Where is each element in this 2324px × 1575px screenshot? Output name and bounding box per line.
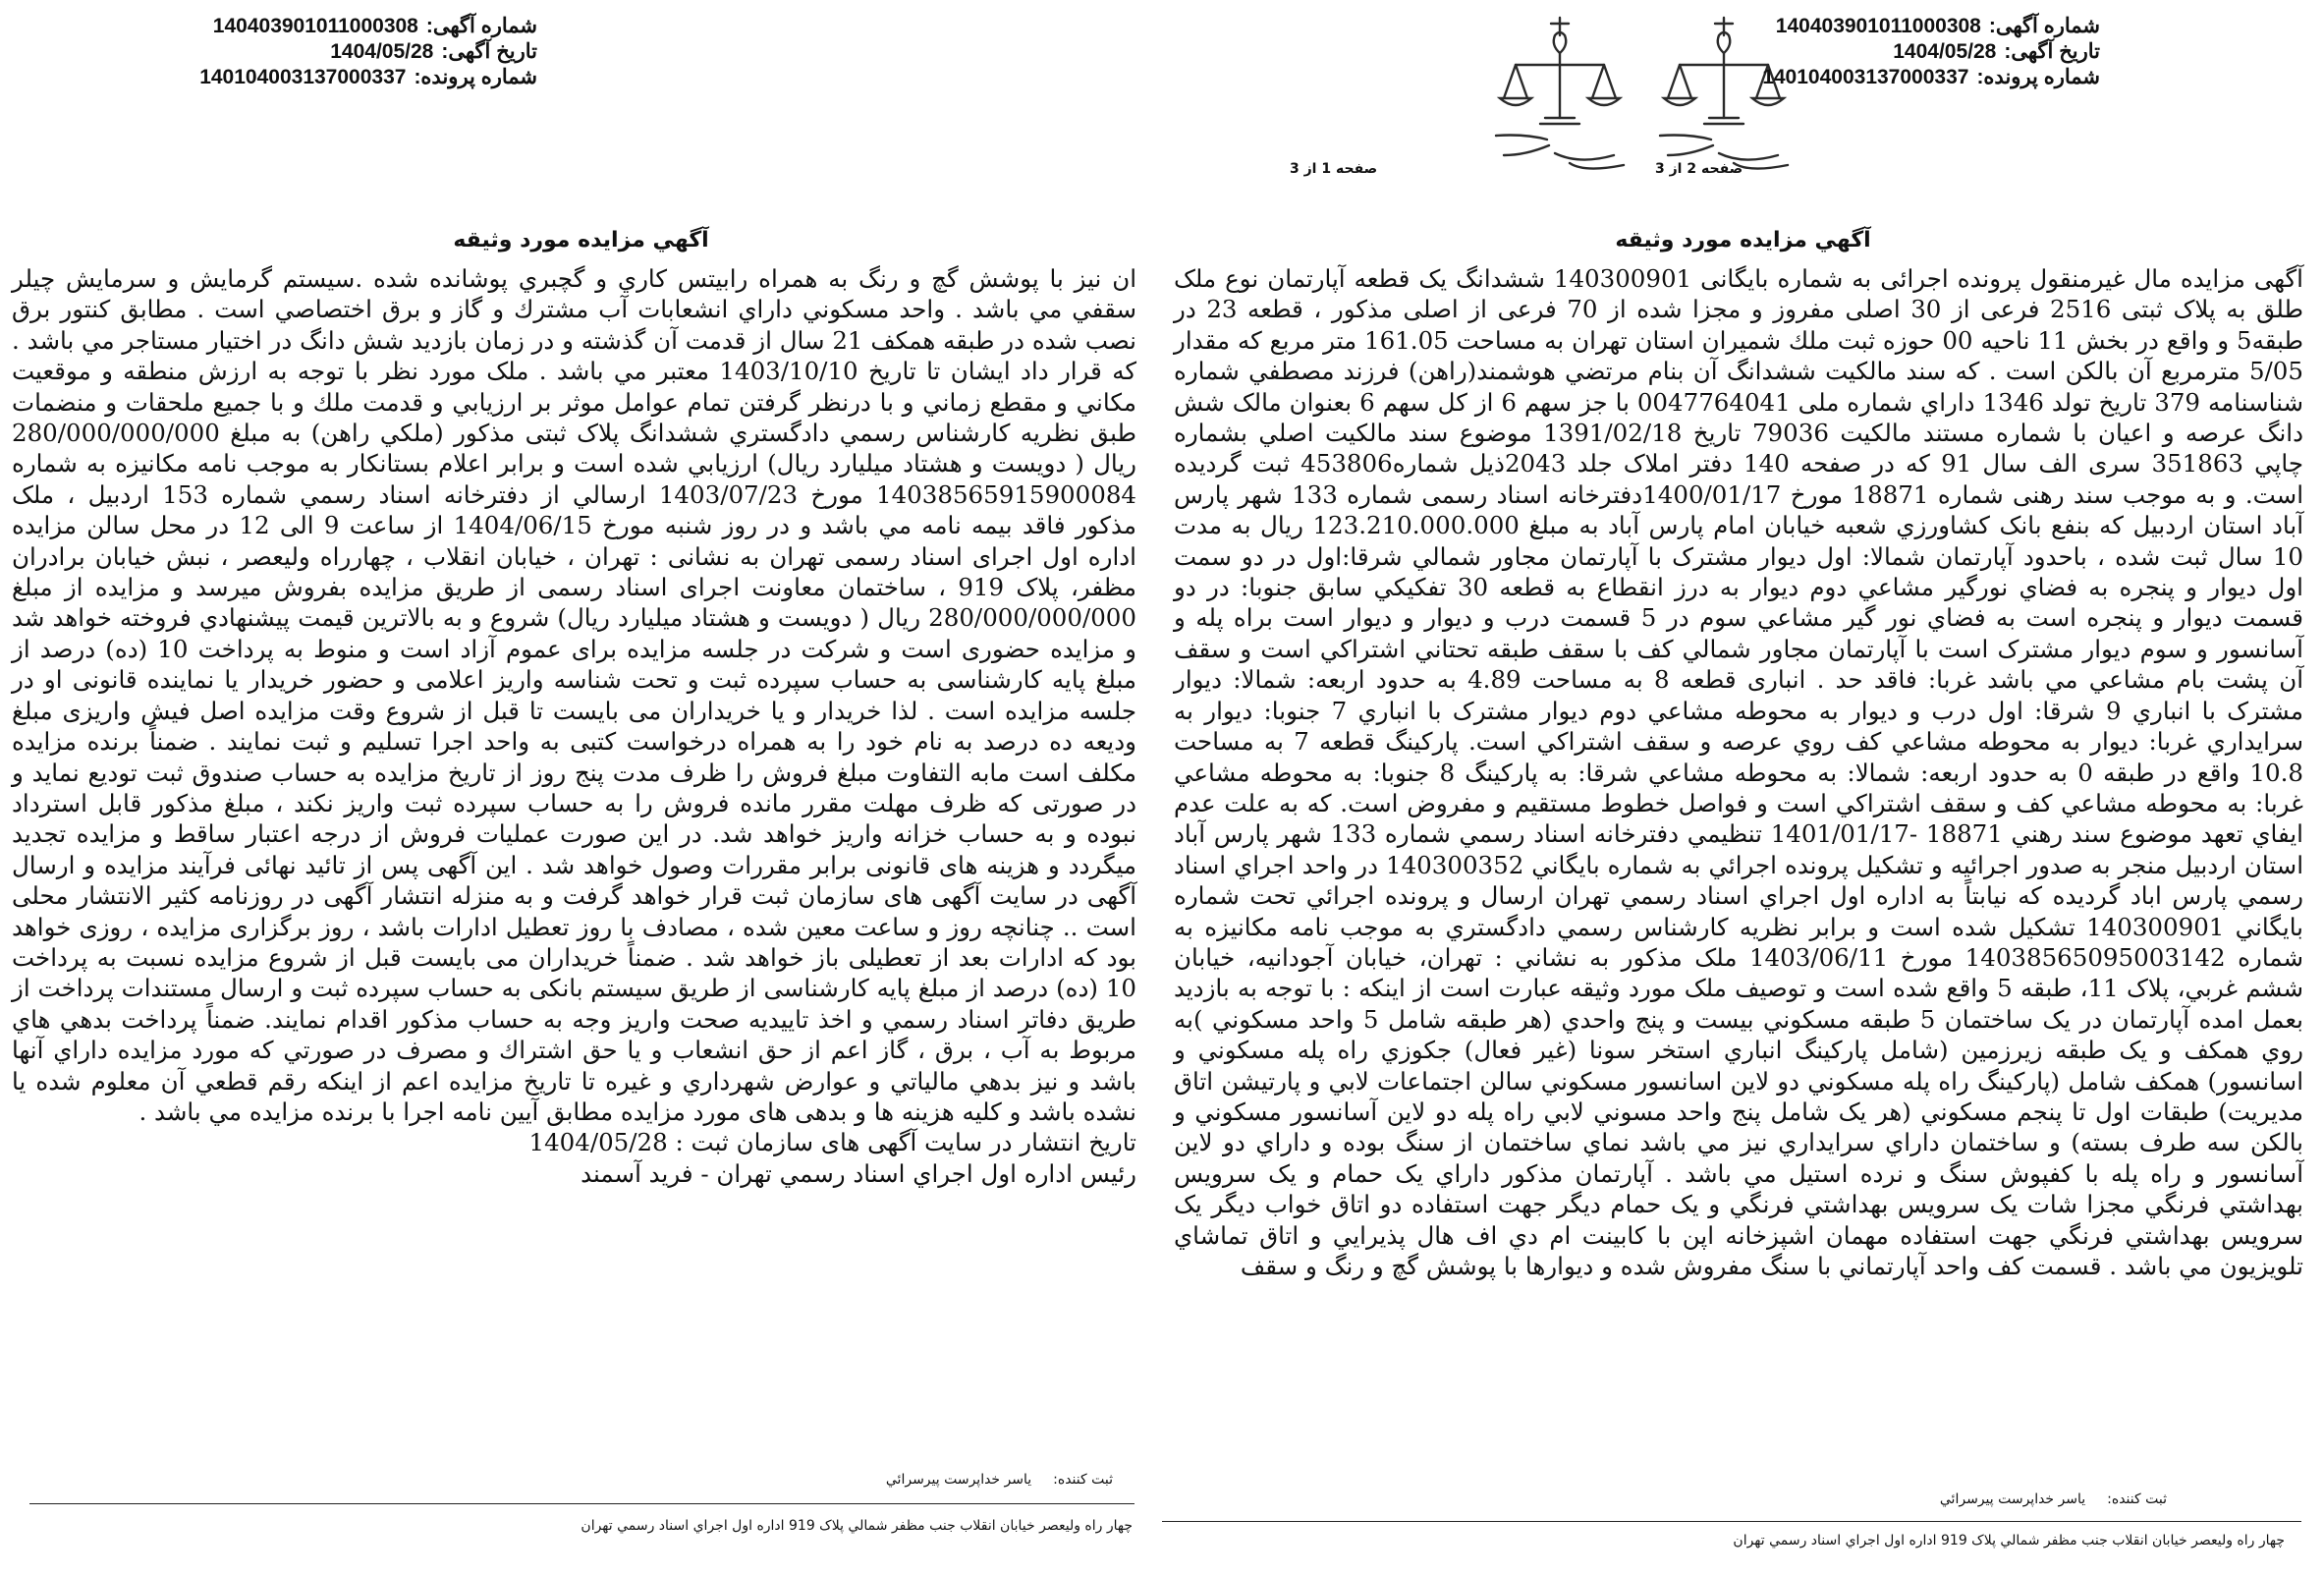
notice-body	[1174, 263, 2303, 1491]
registrar-label: ثبت كننده:	[2107, 1491, 2167, 1507]
registrar-name: ياسر خداپرست پيرسرائي	[1939, 1491, 2086, 1507]
file-number: 140104003137000337	[199, 66, 407, 88]
notice-title: آگهي مزايده مورد وثيقه	[453, 228, 709, 253]
signer-line: رئيس اداره اول اجراي اسناد رسمي تهران - فريد آسمند	[581, 1158, 1136, 1188]
notice-number: 140403901011000308	[1775, 15, 1981, 37]
publish-date-line: تاريخ انتشار در سايت آگهی های سازمان ثبت : 1404/05/28	[528, 1128, 1136, 1157]
judiciary-emblem-icon	[1486, 8, 1633, 180]
notice-number-label: شماره آگهی:	[425, 15, 537, 37]
file-number: 140104003137000337	[1762, 66, 1969, 88]
notice-body	[12, 263, 1136, 1423]
page-number: صفحه 1 از 3	[1290, 161, 1378, 177]
page-1	[1162, 0, 2324, 1575]
footer-address	[581, 1518, 1133, 1534]
file-number-label: شماره پرونده:	[1976, 66, 2100, 88]
notice-body-text: ان نیز با پوشش گچ و رنگ به همراه رابیتس كاري و گچبري پوشانده شده .سيستم گرمايش و سرمايش چيلر سقفي مي باشد . واحد مسكوني داراي انشعابات آب مشترك و گاز و برق اختصاصي است . مطابق كنتور برق نصب شده در طبقه همكف 21 سال از قدمت آن گذشته و در زمان بازديد شش دانگ در اختيار مستاجر مي باشد . كه قرار داد ايشان تا تاريخ 1403/10/10 معتبر مي باشد . ملک مورد نظر با توجه به ارزش منطقه و موقعيت مكاني و مقطع زماني و با درنظر گرفتن تمام عوامل موثر بر ارزيابي و قدمت ملك و با جميع ملحقات و منضمات طبق نظريه كارشناس رسمي دادگستري ششدانگ پلاک ثبتی مذكور (ملكي راهن) به مبلغ 280/000/000/000 ريال ( دويست و هشتاد ميليارد ريال) ارزيابي شده است و برابر اعلام بستانكار به موجب نامه مكانيزه به شماره 14038565915900084 مورخ 1403/07/23 ارسالي از دفترخانه اسناد رسمي شماره 153 اردبيل ، ملک مذكور فاقد بيمه نامه مي باشد و در روز شنبه مورخ 1404/06/15 از ساعت 9 الی 12 در محل سالن مزايده اداره اول اجرای اسناد رسمی تهران به نشانی : تهران ، خيابان انقلاب ، چهارراه وليعصر ، نبش خيابان برادران مظفر، پلاک 919 ، ساختمان معاونت اجرای اسناد رسمی از طريق مزايده بفروش ميرسد و مزايده از مبلغ 280/000/000/000 ريال ( دويست و هشتاد ميليارد ريال) شروع و به بالاترين قيمت پيشنهادي فروخته خواهد شد و مزايده حضوری است و شركت در جلسه مزايده برای عموم آزاد است و منوط به پرداخت 10 (ده) درصد از مبلغ پايه كارشناسی به حساب سپرده ثبت و تحت شناسه واريز اعلامی و حضور خريدار يا نماينده قانونی او در جلسه مزايده است . لذا خريدار و يا خريداران می بايست تا قبل از شروع وقت مزايده اصل فيش واريزی مبلغ وديعه ده درصد به نام خود را به همراه درخواست كتبی به واحد اجرا تسليم و ثبت نمايند . ضمناً برنده مزايده مكلف است مابه التفاوت مبلغ فروش را ظرف مدت پنج روز از تاريخ مزايده به حساب صندوق ثبت توديع نمايد و در صورتی كه ظرف مهلت مقرر مانده فروش را به حساب سپرده ثبت واريز نكند ، مبلغ مذكور قابل استرداد نبوده و به حساب خزانه واريز خواهد شد. در اين صورت عمليات فروش از درجه اعتبار ساقط و مزايده تجديد ميگردد و هزينه های قانونی برابر مقررات وصول خواهد شد . اين آگهی پس از تائيد نهائی فرآيند مزايده و ارسال آگهی در سايت آگهی های سازمان ثبت قرار خواهد گرفت و به منزله انتشار آگهی در روزنامه كثير الانتشار محلی است .. چنانچه روز و ساعت معين شده ، مصادف با روز تعطيل ادارات باشد ، روز برگزاری مزايده ، روزی خواهد بود كه ادارات بعد از تعطيلی باز خواهد شد . ضمناً خريداران می بايست قبل از شروع مزايده نسبت به پرداخت 10 (ده) درصد از مبلغ پايه كارشناسی از طريق سيستم بانكی به حساب سپرده ثبت و ارسال مستندات پرداخت از طريق دفاتر اسناد رسمي و اخذ تاييديه صحت واريز وجه به حساب مذكور اقدام نمايند. ضمناً پرداخت بدهي هاي مربوط به آب ، برق ، گاز اعم از حق انشعاب و يا حق اشتراك و مصرف در صورتي كه مورد مزايده داراي آنها باشد و نيز بدهي مالياتي و عوارض شهرداري و غيره تا تاريخ مزايده اعم از اينكه رقم قطعي آن معلوم شده يا نشده باشد و كليه هزينه ها و بدهی های مورد مزايده مطابق آيين نامه اجرا با برنده مزايده مي باشد .	[12, 264, 1137, 1126]
registrar	[1918, 1491, 2167, 1507]
footer-address	[1733, 1533, 2285, 1548]
page-header	[1162, 0, 2324, 226]
notice-meta	[199, 14, 537, 90]
registrar-name: ياسر خداپرست پيرسرائي	[885, 1472, 1032, 1488]
notice-body-text: آگهی مزایده مال غیرمنقول پرونده اجرائی به شماره بایگانی 140300901 ششدانگ یک قطعه آپارتمان نوع ملک طلق به پلاک ثبتی 2516 فرعی از 30 اصلی مفروز و مجزا شده از 70 فرعی از اصلی مذکور ، قطعه 23 در طبقه5 و واقع در بخش 11 ناحيه 00 حوزه ثبت ملك شميران استان تهران به مساحت 161.05 متر مربع كه مقدار 5/05 مترمربع آن بالكن است . كه سند مالكيت ششدانگ آن بنام مرتضي هوشمند(راهن) فرزند مصطفي شماره شناسنامه 379 تاريخ تولد 1346 داراي شماره ملی 0047764041 با جز سهم 6 از كل سهم 6 بعنوان مالک شش دانگ عرصه و اعيان با شماره مستند مالكيت 79036 تاريخ 1391/02/18 موضوع سند مالكيت اصلي بشماره چاپي 351863 سری الف سال 91 كه در صفحه 140 دفتر املاک جلد 2043ذيل شماره453806 ثبت گرديده است. و به موجب سند رهنی شماره 18871 مورخ 1400/01/17دفترخانه اسناد رسمی شماره 133 شهر پارس آباد استان اردبيل كه بنفع بانک كشاورزي شعبه خيابان امام پارس آباد به مبلغ 123.210.000.000 ريال به مدت 10 سال ثبت شده ، باحدود آپارتمان شمالا: اول ديوار مشترک با آپارتمان مجاور شمالي شرقا:اول در دو سمت اول ديوار و پنجره به فضاي نورگير مشاعي دوم ديوار به درز انقطاع به قطعه 30 تفكيكي سابق جنوبا: در دو قسمت ديوار و پنجره است به فضاي نور گير مشاعي سوم در 5 قسمت درب و ديوار و ديوار است براه پله و آسانسور و سوم ديوار مشترک است با آپارتمان مجاور شمالي كف با سقف طبقه تحتاني اشتراكي است و سقف آن پشت بام مشاعي مي باشد غربا: فاقد حد . انباری قطعه 8 به مساحت 4.89 به حدود اربعه: شمالا: ديوار مشترک با انباري 9 شرقا: اول درب و ديوار به محوطه مشاعي دوم ديوار مشترک با انباري 7 جنوبا: ديوار به سرايداري غربا: ديوار به محوطه مشاعي كف روي عرصه و سقف اشتراكي است. پاركينگ قطعه 7 به مساحت 10.8 واقع در طبقه 0 به حدود اربعه: شمالا: به محوطه مشاعي شرقا: به پاركينگ 8 جنوبا: به محوطه مشاعي غربا: به محوطه مشاعي كف و سقف اشتراكي است و فواصل خطوط مستقيم و مفروض است. كه به علت عدم ايفاي تعهد موضوع سند رهني 18871 -1401/01/17 تنظيمي دفترخانه اسناد رسمي شماره 133 شهر پارس آباد استان اردبيل منجر به صدور اجرائيه و تشكيل پرونده اجرائي به شماره بايگاني 140300352 در واحد اجراي اسناد رسمي پارس اباد گرديده كه نيابتاً به اداره اول اجراي اسناد رسمي تهران ارسال و پرونده اجرائي تحت شماره بايگاني 140300901 تشكيل شده است و برابر نظريه كارشناس رسمي دادگستري به موجب نامه مكانيزه به شماره 14038565095003142 مورخ 1403/06/11 ملک مذكور به نشاني : تهران، خيابان آجودانيه، خيابان ششم غربي، پلاک 11، طبقه 5 واقع شده است و توصيف ملک مورد وثيقه عبارت است از اينكه : با توجه به بازديد بعمل امده آپارتمان در يک ساختمان 5 طبقه مسكوني بيست و پنج واحدي (هر طبقه شامل 5 واحد مسكوني )به روي همكف و يک طبقه زيرزمين (شامل پاركينگ انباري استخر سونا (غير فعال) جكوزي راه پله مسكوني و اسانسور) همكف شامل (پاركينگ راه پله مسكوني دو لاين اسانسور مسكوني سالن اجتماعات لابي و پارتيشن اتاق مديريت) طبقات اول تا پنجم مسكوني (هر يک شامل پنج واحد مسوني لابي راه پله دو لاين آسانسور مسكوني و بالكن سه طرف بسته) و ساختمان داراي سرايداري نيز مي باشد نماي ساختمان از سنگ بوده و داراي دو لاين آسانسور و راه پله با كفپوش سنگ و نرده استيل مي باشد . آپارتمان مذكور داراي يک حمام و يک سرويس بهداشتي فرنگي مجزا شات يک سرويس بهداشتي فرنگي و يک حمام ديگر جهت استفاده دو اتاق خواب ديگر يک سرويس بهداشتي فرنگي جهت استفاده مهمان اشپزخانه اپن با كابينت ام دي اف هال پذيرايي و اتاق تماشاي تلويزيون مي باشد . قسمت كف واحد آپارتماني با سنگ مفروش شده و ديوارها با پوشش گچ و رنگ و سقف	[1174, 264, 2304, 1280]
notice-number: 140403901011000308	[212, 15, 418, 37]
notice-number-label: شماره آگهی:	[1988, 15, 2100, 37]
notice-date-label: تاریخ آگهی:	[2004, 40, 2100, 63]
registrar	[864, 1472, 1113, 1488]
notice-date: 1404/05/28	[330, 40, 434, 63]
footer-divider	[1162, 1521, 2301, 1522]
notice-date-label: تاریخ آگهی:	[441, 40, 537, 63]
file-number-label: شماره پرونده:	[414, 66, 537, 88]
footer-divider	[29, 1503, 1134, 1504]
notice-meta	[1762, 14, 2100, 90]
page-number: صفحه 2 از 3	[1655, 161, 1743, 177]
notice-title: آگهي مزايده مورد وثيقه	[1615, 228, 1871, 253]
registrar-label: ثبت كننده:	[1053, 1472, 1113, 1488]
footer-address-text: چهار راه وليعصر خيابان انقلاب جنب مظفر شمالي پلاک 919 اداره اول اجراي اسناد رسمي تهران	[1733, 1533, 2285, 1548]
notice-date: 1404/05/28	[1893, 40, 1997, 63]
footer-address-text: چهار راه وليعصر خيابان انقلاب جنب مظفر شمالي پلاک 919 اداره اول اجراي اسناد رسمي تهران	[581, 1518, 1133, 1534]
